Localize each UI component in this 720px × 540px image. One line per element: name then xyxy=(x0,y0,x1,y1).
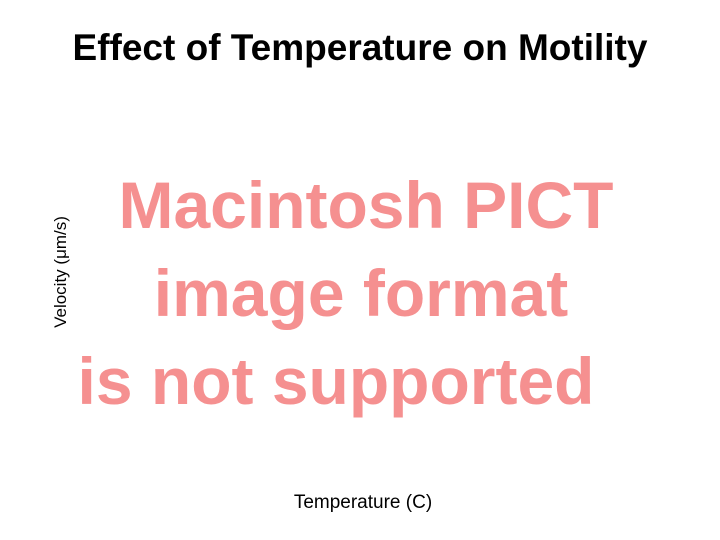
x-axis-label: Temperature (C) xyxy=(293,492,433,513)
chart-title: Effect of Temperature on Motility xyxy=(72,27,648,68)
placeholder-line-3: is not supported xyxy=(77,344,595,418)
y-axis-label: Velocity (μm/s) xyxy=(51,216,70,328)
placeholder-line-2: image format xyxy=(153,256,569,330)
unsupported-image-placeholder xyxy=(46,160,676,420)
placeholder-line-1: Macintosh PICT xyxy=(118,168,614,242)
